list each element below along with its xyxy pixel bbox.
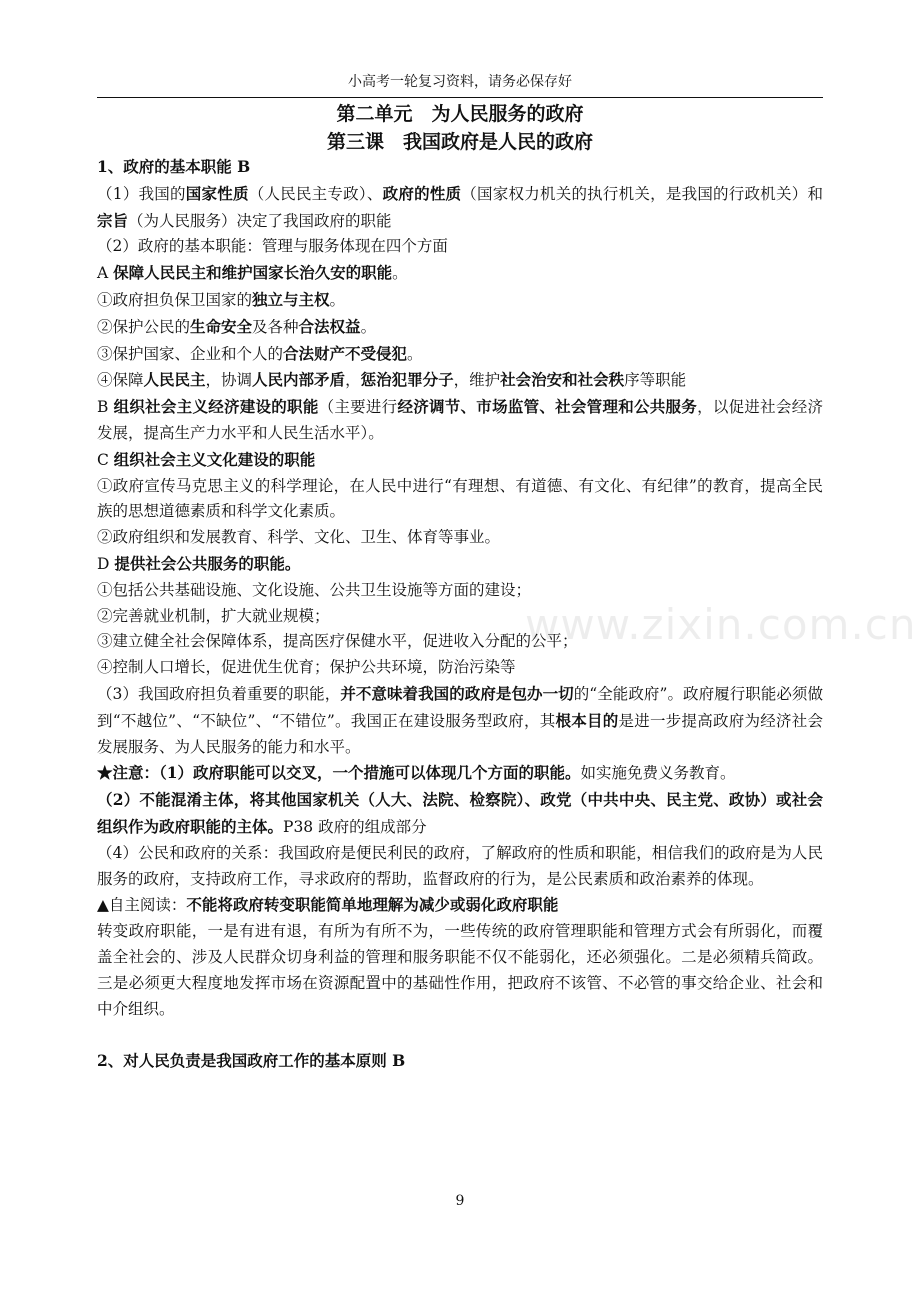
paragraph	[97, 367, 823, 394]
text-run: D	[97, 554, 115, 573]
bold-text: 社会治安和社会秩	[500, 370, 625, 390]
text-run: ③保护国家、企业和个人的	[97, 344, 284, 363]
bold-text: 独立与主权	[252, 289, 330, 309]
bold-text: 保障人民民主和维护国家长治久安的职能	[113, 263, 393, 283]
paragraph	[97, 760, 823, 787]
text-run: （3）我国政府担负着重要的职能，	[97, 684, 341, 703]
text-run: （2）政府的基本职能：管理与服务体现在四个方面	[97, 237, 448, 256]
text-run: ，以促进社会经济发展，提高生产力水平和人民生活水平）。	[97, 398, 823, 442]
text-run: A	[97, 264, 114, 283]
text-run: 。	[392, 264, 408, 283]
paragraph	[97, 447, 823, 474]
bold-text: ★注意：（1）政府职能可以交叉，一个措施可以体现几个方面的职能。	[97, 763, 581, 783]
paragraph	[97, 551, 823, 578]
text-run: ①包括公共基础设施、文化设施、公共卫生设施等方面的建设；	[97, 580, 532, 599]
paragraph	[97, 787, 823, 841]
text-run: 。	[360, 317, 377, 336]
text-run: （为人民服务）决定了我国政府的职能	[128, 211, 392, 230]
text-run: ②政府组织和发展教育、科学、文化、卫生、体育等事业。	[97, 528, 501, 547]
bold-text: 不能将政府转变职能简单地理解为减少或弱化政府职能	[186, 895, 559, 915]
text-run: 如实施免费义务教育。	[580, 764, 736, 783]
bold-text: 惩治犯罪分子	[360, 370, 454, 390]
text-run: ④保障	[97, 371, 144, 390]
text-run: ，维护	[453, 371, 501, 390]
paragraph	[97, 474, 823, 526]
bold-text: 提供社会公共服务的职能。	[114, 553, 301, 573]
bold-text: 合法财产不受侵犯	[283, 343, 408, 363]
paragraph	[97, 341, 823, 368]
paragraph	[97, 892, 823, 919]
text-run: ①政府宣传马克思主义的科学理论，在人民中进行“有理想、有道德、有文化、有纪律”的教育，提高全民族的思想道德素质和科学文化素质。	[97, 476, 823, 521]
text-run: 的“全能政府”。政府履行职能必须做到“不越位”、“不缺位”、“不错位”。我国正在建设服务型政府，其	[97, 684, 823, 730]
bold-text: 宗旨	[97, 210, 129, 230]
bold-text: 1、政府的基本职能 B	[97, 157, 251, 176]
paragraph	[97, 181, 823, 235]
paragraph	[97, 525, 823, 551]
bold-text: 人民内部矛盾	[252, 370, 346, 390]
text-run: 是进一步提高政府为经济社会发展服务、为人民服务的能力和水平。	[97, 711, 823, 756]
text-run: ①政府担负保卫国家的	[97, 290, 253, 309]
paragraph	[97, 655, 823, 681]
bold-text: 国家性质	[185, 183, 249, 203]
paragraph	[97, 314, 823, 341]
text-run: （4）公民和政府的关系：我国政府是便民利民的政府，了解政府的性质和职能，相信我们的政府是为人民服务的政府，支持政府工作，寻求政府的帮助，监督政府的行为，是公民素质和政治素养的体现。	[97, 843, 823, 888]
text-run: ▲自主阅读：	[97, 896, 187, 915]
bold-text: 2、对人民负责是我国政府工作的基本原则 B	[97, 1051, 406, 1071]
paragraph	[97, 154, 823, 181]
page-number: 9	[455, 1193, 465, 1209]
text-run: ，	[345, 371, 361, 390]
title-block	[97, 100, 823, 156]
text-run: （人民民主专政）、	[248, 184, 383, 203]
bold-text: 合法权益	[298, 316, 361, 336]
text-run: （1）我国的	[97, 184, 186, 203]
text-run: P38 政府的组成部分	[283, 817, 427, 836]
text-run: 序等职能	[624, 371, 687, 390]
text-run: ，协调	[205, 371, 253, 390]
text-run: 转变政府职能，一是有进有退，有所为有所不为，一些传统的政府管理职能和管理方式会有所弱化，而覆盖全社会的、涉及人民群众切身利益的管理和服务职能不仅不能弱化，还必须强化。二是必须精兵简政。三是必须更大程度地发挥市场在资源配置中的基础性作用，把政府不该管、不必管的事交给企业、社会和中介组织。	[97, 922, 823, 1018]
text-run: 。	[407, 344, 423, 363]
text-run: 。	[329, 290, 346, 309]
watermark: www.zixin.com.cn	[525, 600, 917, 649]
text-run: （国家权力机关的执行机关，是我国的行政机关）和	[461, 184, 823, 203]
bold-text: 并不意味着我国的政府是包办一切	[340, 683, 574, 703]
paragraph	[97, 394, 823, 447]
bold-text: 根本目的	[555, 710, 619, 730]
bold-text: （2）不能混淆主体，将其他国家机关（人大、法院、检察院）、政党（中共中央、民主党、政协）或社会组织作为政府职能的主体。	[97, 790, 823, 836]
text-run: （主要进行	[318, 398, 398, 417]
bold-text: 人民民主	[143, 370, 206, 390]
text-run: C	[97, 450, 114, 469]
bold-text: 政府的性质	[382, 183, 462, 203]
header-rule	[97, 97, 823, 98]
paragraph	[97, 1048, 823, 1075]
text-run: ③建立健全社会保障体系，提高医疗保健水平，促进收入分配的公平；	[97, 632, 578, 651]
bold-text: 生命安全	[190, 316, 253, 336]
text-run: ②完善就业机制，扩大就业规模；	[97, 606, 330, 625]
bold-text: 经济调节、市场监管、社会管理和公共服务	[397, 397, 698, 417]
paragraph	[97, 681, 823, 760]
text-run: ④控制人口增长，促进优生优育；保护公共环境，防治污染等	[97, 658, 516, 677]
page-header: 小高考一轮复习资料，请务必保存好	[348, 74, 572, 90]
paragraph	[97, 919, 823, 1022]
paragraph	[97, 260, 823, 287]
paragraph	[97, 287, 823, 314]
text-run: ②保护公民的	[97, 317, 191, 336]
paragraph	[97, 841, 823, 893]
bold-text: 组织社会主义文化建设的职能	[113, 449, 316, 469]
paragraph	[97, 234, 823, 260]
bold-text: 组织社会主义经济建设的职能	[113, 397, 319, 417]
unit-title: 第二单元 为人民服务的政府	[336, 103, 584, 125]
text-run: 及各种	[252, 317, 299, 336]
paragraph-gap	[97, 1022, 823, 1048]
lesson-title: 第三课 我国政府是人民的政府	[326, 131, 593, 153]
text-run: B	[97, 398, 114, 417]
